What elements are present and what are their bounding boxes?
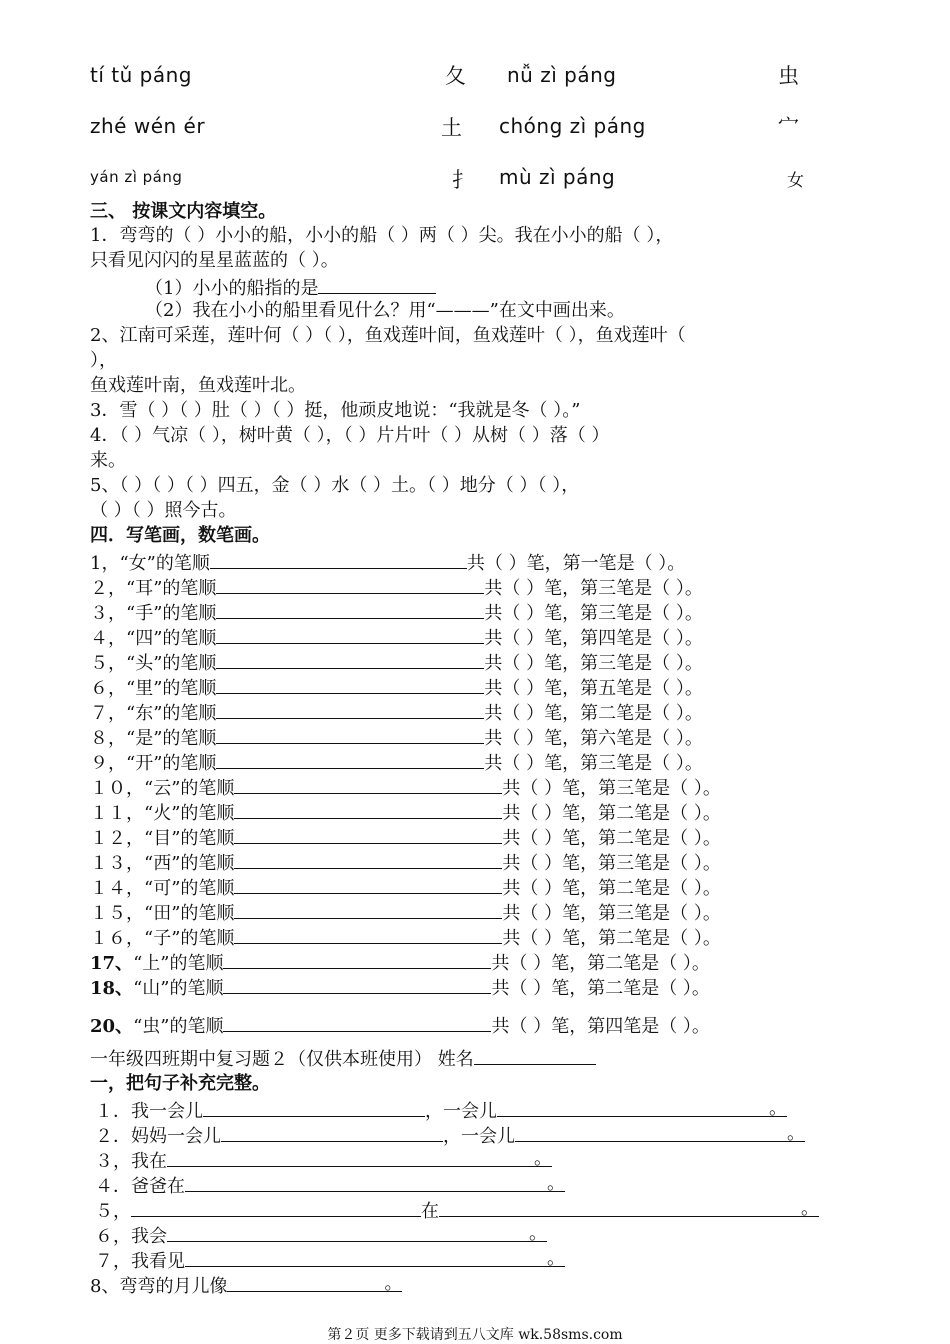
pinyin-right-3: mù zì páng: [499, 165, 616, 189]
s3-line-3: [145, 274, 436, 301]
stroke-count-text: 共（ ）笔，第二笔是（ ）。: [502, 878, 721, 899]
s4-prefix: ４．爸爸在: [95, 1176, 185, 1197]
stroke-row-char: “目”的笔顺: [144, 828, 235, 849]
blank-line[interactable]: [185, 1172, 565, 1192]
sentence-6: [95, 1222, 547, 1249]
stroke-count-text: 共（ ）笔，第二笔是（ ）。: [484, 703, 703, 724]
stroke-count-text: 共（ ）笔，第三笔是（ ）。: [484, 578, 703, 599]
sentence-4: [95, 1172, 565, 1199]
stroke-row-char: “西”的笔顺: [144, 853, 235, 874]
blank-line[interactable]: [227, 1272, 402, 1292]
s2-mid: ，一会儿: [443, 1126, 515, 1147]
page-footer: 第２页 更多下载请到五八文库 wk.58sms.com: [327, 1327, 623, 1343]
stroke-row-char: “子”的笔顺: [144, 928, 235, 949]
pinyin-right-1: nǚ zì páng: [507, 63, 617, 87]
radical-left-1: 夂: [445, 64, 466, 88]
sentence-1: [95, 1097, 787, 1124]
stroke-row-char: “上”的笔顺: [133, 953, 224, 974]
stroke-row-char: “田”的笔顺: [144, 903, 235, 924]
s3-line-10: 来。: [90, 450, 126, 471]
stroke-count-text: 共（ ）笔，第六笔是（ ）。: [484, 728, 703, 749]
stroke-row-number: ６，: [90, 678, 126, 699]
stroke-count-text: 共（ ）笔，第二笔是（ ）。: [502, 803, 721, 824]
stroke-order-blank[interactable]: [216, 674, 484, 694]
stroke-row-char: “虫”的笔顺: [133, 1016, 224, 1037]
stroke-row-number: １１，: [90, 803, 144, 824]
stroke-row: [90, 849, 721, 876]
blank-line[interactable]: [318, 274, 436, 294]
s8-end: 。: [384, 1273, 403, 1294]
stroke-row-char: “女”的笔顺: [119, 553, 210, 574]
blank-line[interactable]: [203, 1097, 425, 1117]
stroke-order-blank[interactable]: [234, 849, 502, 869]
stroke-count-text: 共（ ）笔，第二笔是（ ）。: [502, 828, 721, 849]
stroke-count-text: 共（ ）笔，第三笔是（ ）。: [502, 903, 721, 924]
stroke-row: [90, 699, 703, 726]
stroke-count-text: 共（ ）笔，第五笔是（ ）。: [484, 678, 703, 699]
review-section-1-title: 一，把句子补充完整。: [90, 1073, 270, 1094]
s2-prefix: ２．妈妈一会儿: [95, 1126, 221, 1147]
sentence-8: [90, 1272, 402, 1299]
stroke-count-text: 共（ ）笔，第二笔是（ ）。: [491, 978, 710, 999]
section-4-title: 四．写笔画，数笔画。: [90, 525, 270, 546]
radical-right-2: 宀: [778, 114, 799, 138]
stroke-row: [90, 549, 685, 576]
sentence-5: [95, 1197, 819, 1224]
stroke-row: [90, 724, 703, 751]
stroke-order-blank[interactable]: [223, 949, 491, 969]
s1-prefix: １．我一会儿: [95, 1101, 203, 1122]
s1-mid: ，一会儿: [425, 1101, 497, 1122]
stroke-row: [90, 799, 721, 826]
pinyin-right-2: chóng zì páng: [499, 114, 646, 138]
stroke-row-char: “可”的笔顺: [144, 878, 235, 899]
sentence-2: [95, 1122, 805, 1149]
s5-prefix: ５，: [95, 1201, 131, 1222]
stroke-row-char: “云”的笔顺: [144, 778, 235, 799]
radical-right-3: 女: [787, 171, 804, 191]
s5-end: 。: [801, 1198, 819, 1219]
stroke-order-blank[interactable]: [216, 599, 484, 619]
radical-left-2: 土: [441, 116, 462, 140]
stroke-row-number: ９，: [90, 753, 126, 774]
stroke-row-number: １６，: [90, 928, 144, 949]
stroke-row: [90, 924, 721, 951]
s3-line-6: ），: [90, 350, 117, 371]
blank-line[interactable]: [167, 1147, 552, 1167]
stroke-row-char: “开”的笔顺: [126, 753, 217, 774]
stroke-row-char: “山”的笔顺: [133, 978, 224, 999]
stroke-order-blank[interactable]: [216, 724, 484, 744]
s3-line-1: 1．弯弯的（ ）小小的船，小小的船（ ）两（ ）尖。我在小小的船（ ），: [90, 225, 674, 246]
stroke-order-blank[interactable]: [216, 649, 484, 669]
radical-left-3: 扌: [452, 168, 473, 192]
stroke-count-text: 共（ ）笔，第三笔是（ ）。: [484, 603, 703, 624]
s3-line-2: 只看见闪闪的星星蓝蓝的（ ）。: [90, 250, 339, 271]
s3-line-8: 3．雪（ ）（ ）肚（ ）（ ）挺，他顽皮地说：“我就是冬（ ）。”: [90, 400, 581, 421]
pinyin-left-1: tí tǔ páng: [90, 63, 192, 87]
s6-end: 。: [529, 1223, 547, 1244]
stroke-row-char: “四”的笔顺: [126, 628, 217, 649]
stroke-row-number: ４，: [90, 628, 126, 649]
review-title: [90, 1045, 596, 1072]
s1-end: 。: [769, 1098, 787, 1119]
s3-line-12: （ ）（ ）照今古。: [90, 500, 237, 521]
stroke-row-char: “头”的笔顺: [126, 653, 217, 674]
s7-end: 。: [547, 1248, 565, 1269]
stroke-order-blank[interactable]: [216, 749, 484, 769]
s3-line-5: 2、江南可采莲，莲叶何（ ）（ ），鱼戏莲叶间，鱼戏莲叶（ ），鱼戏莲叶（: [90, 325, 686, 346]
blank-line[interactable]: [497, 1097, 787, 1117]
stroke-row: [90, 1012, 710, 1039]
stroke-row-number: １２，: [90, 828, 144, 849]
stroke-row-number: ５，: [90, 653, 126, 674]
sentence-3: [95, 1147, 552, 1174]
radical-right-1: 虫: [778, 64, 799, 88]
s3-line-11: 5、（ ）（ ）（ ）四五，金（ ）水（ ）土。（ ）地分（ ）（ ），: [90, 475, 580, 496]
stroke-row-char: “耳”的笔顺: [126, 578, 217, 599]
stroke-row-number: 18、: [90, 978, 134, 999]
stroke-row-char: “东”的笔顺: [126, 703, 217, 724]
stroke-row-number: ７，: [90, 703, 126, 724]
stroke-row: [90, 949, 710, 976]
s5-mid: 在: [421, 1201, 439, 1222]
s3-line-4: （2）我在小小的船里看见什么？用“———”在文中画出来。: [145, 300, 625, 321]
stroke-count-text: 共（ ）笔，第三笔是（ ）。: [502, 853, 721, 874]
stroke-row-number: 20、: [90, 1016, 134, 1037]
stroke-count-text: 共（ ）笔，第二笔是（ ）。: [502, 928, 721, 949]
stroke-row-number: １０，: [90, 778, 144, 799]
stroke-row: [90, 874, 721, 901]
stroke-row-char: “里”的笔顺: [126, 678, 217, 699]
blank-line[interactable]: [221, 1122, 443, 1142]
stroke-count-text: 共（ ）笔，第四笔是（ ）。: [484, 628, 703, 649]
stroke-count-text: 共（ ）笔，第一笔是（ ）。: [466, 553, 686, 574]
stroke-count-text: 共（ ）笔，第三笔是（ ）。: [484, 653, 703, 674]
stroke-row-number: １４，: [90, 878, 144, 899]
stroke-row-number: 1，: [90, 553, 120, 574]
stroke-count-text: 共（ ）笔，第二笔是（ ）。: [491, 953, 710, 974]
review-title-text: 一年级四班期中复习题２（仅供本班使用） 姓名: [90, 1049, 474, 1070]
pinyin-left-3: yán zì páng: [90, 168, 183, 186]
sentence-7: [95, 1247, 565, 1274]
stroke-row: [90, 974, 710, 1001]
stroke-row: [90, 774, 721, 801]
blank-line[interactable]: [167, 1222, 547, 1242]
stroke-order-blank[interactable]: [234, 774, 502, 794]
s7-prefix: ７，我看见: [95, 1251, 185, 1272]
blank-line[interactable]: [515, 1122, 805, 1142]
stroke-row-number: １３，: [90, 853, 144, 874]
name-blank[interactable]: [474, 1045, 596, 1065]
stroke-row-number: １５，: [90, 903, 144, 924]
stroke-order-blank[interactable]: [234, 899, 502, 919]
s8-prefix: 8、弯弯的月儿像: [90, 1276, 228, 1297]
s4-end: 。: [547, 1173, 565, 1194]
stroke-row-number: 17、: [90, 953, 134, 974]
stroke-row: [90, 824, 721, 851]
s2-end: 。: [787, 1123, 805, 1144]
s3-end: 。: [534, 1148, 552, 1169]
s3-line-9: 4．（ ）气凉（ ），树叶黄（ ），（ ）片片叶（ ）从树（ ）落（ ）: [90, 425, 610, 446]
stroke-order-blank[interactable]: [234, 874, 502, 894]
stroke-row: [90, 599, 703, 626]
stroke-row: [90, 899, 721, 926]
stroke-order-blank[interactable]: [234, 799, 502, 819]
stroke-count-text: 共（ ）笔，第三笔是（ ）。: [502, 778, 721, 799]
blank-line[interactable]: [131, 1197, 421, 1217]
s3-prefix: ３，我在: [95, 1151, 167, 1172]
s6-prefix: ６，我会: [95, 1226, 167, 1247]
pinyin-left-2: zhé wén ér: [90, 114, 206, 138]
stroke-row: [90, 674, 703, 701]
stroke-row-char: “火”的笔顺: [144, 803, 235, 824]
stroke-row-number: ３，: [90, 603, 126, 624]
stroke-order-blank[interactable]: [223, 1012, 491, 1032]
blank-line[interactable]: [185, 1247, 565, 1267]
blank-line[interactable]: [439, 1197, 819, 1217]
stroke-row-char: “是”的笔顺: [126, 728, 217, 749]
stroke-row: [90, 749, 703, 776]
stroke-order-blank[interactable]: [234, 824, 502, 844]
stroke-row-number: ２，: [90, 578, 126, 599]
stroke-count-text: 共（ ）笔，第四笔是（ ）。: [491, 1016, 710, 1037]
stroke-row-number: ８，: [90, 728, 126, 749]
stroke-order-blank[interactable]: [216, 699, 484, 719]
section-3-title: 三、 按课文内容填空。: [90, 201, 277, 222]
s3-line-7: 鱼戏莲叶南，鱼戏莲叶北。: [90, 375, 306, 396]
s3-line-3-text: （1）小小的船指的是: [145, 278, 319, 299]
stroke-order-blank[interactable]: [234, 924, 502, 944]
stroke-order-blank[interactable]: [210, 549, 467, 569]
stroke-row: [90, 624, 703, 651]
stroke-order-blank[interactable]: [216, 574, 484, 594]
stroke-order-blank[interactable]: [216, 624, 484, 644]
stroke-row-char: “手”的笔顺: [126, 603, 217, 624]
stroke-count-text: 共（ ）笔，第三笔是（ ）。: [484, 753, 703, 774]
stroke-row: [90, 574, 703, 601]
stroke-order-blank[interactable]: [223, 974, 491, 994]
stroke-row: [90, 649, 703, 676]
